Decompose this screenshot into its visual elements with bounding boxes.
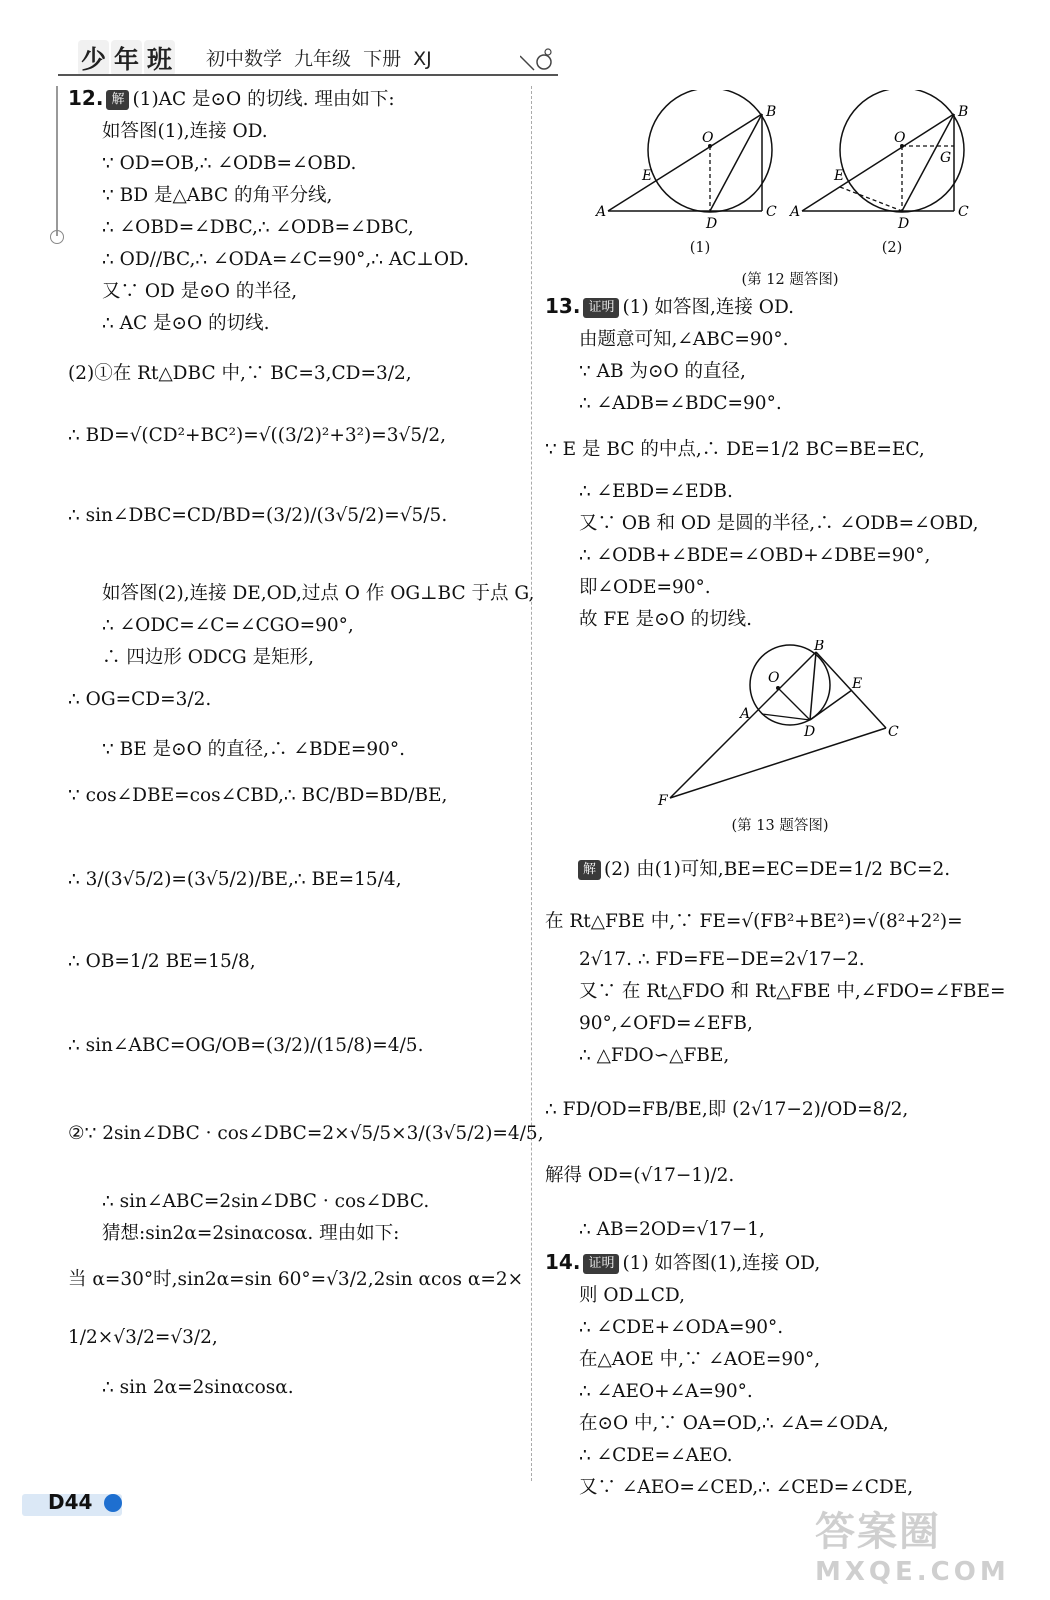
figure-13-diagram bbox=[640, 640, 920, 810]
point-label: O bbox=[768, 670, 780, 686]
formula-line: ∴ sin∠DBC=CD/BD=(3/2)/(3√5/2)=√5/5. bbox=[68, 505, 448, 526]
formula-line: ∴ FD/OD=FB/BE,即 (2√17−2)/OD=8/2, bbox=[545, 1099, 909, 1120]
line-text: (1) 如答图(1),连接 OD, bbox=[622, 1253, 821, 1274]
text-line: 在⊙O 中,∵ OA=OD,∴ ∠A=∠ODA, bbox=[579, 1413, 889, 1434]
header-title: 初中数学 九年级 下册 XJ bbox=[206, 48, 432, 70]
text-line: ∴ OD//BC,∴ ∠ODA=∠C=90°,∴ AC⊥OD. bbox=[102, 249, 470, 270]
point-label: E bbox=[834, 168, 845, 184]
formula-line: ∵ cos∠DBE=cos∠CBD,∴ BC/BD=BD/BE, bbox=[68, 785, 448, 806]
margin-ring-icon bbox=[50, 230, 64, 244]
figure-caption: (第 12 题答图) bbox=[741, 272, 839, 288]
text-line: 由题意可知,∠ABC=90°. bbox=[579, 329, 789, 350]
question-number: 14. bbox=[545, 1250, 581, 1274]
text-line: 故 FE 是⊙O 的切线. bbox=[579, 609, 753, 630]
text-line: 如答图(2),连接 DE,OD,过点 O 作 OG⊥BC 于点 G, bbox=[102, 583, 535, 604]
text-line: ∴ AC 是⊙O 的切线. bbox=[102, 313, 270, 334]
formula-line: ∴ 3/(3√5/2)=(3√5/2)/BE,∴ BE=15/4, bbox=[68, 869, 402, 890]
text-line: 又∵ 在 Rt△FDO 和 Rt△FBE 中,∠FDO=∠FBE= bbox=[579, 981, 1006, 1002]
formula-line: ∴ BD=√(CD²+BC²)=√((3/2)²+3²)=3√5/2, bbox=[68, 425, 446, 446]
text-line: ∴ AB=2OD=√17−1, bbox=[579, 1219, 765, 1240]
formula-line: 1/2×√3/2=√3/2, bbox=[68, 1327, 218, 1348]
column-divider bbox=[531, 86, 532, 1481]
solution-badge: 解 bbox=[578, 860, 601, 880]
watermark-url: MXQE.COM bbox=[815, 1557, 1010, 1587]
text-line bbox=[545, 1246, 1025, 1280]
watermark-text: 答案圈 bbox=[815, 1509, 941, 1555]
page-dot-icon bbox=[104, 1494, 122, 1512]
text-line: 即∠ODE=90°. bbox=[579, 577, 711, 598]
text-line: 又∵ OD 是⊙O 的半径, bbox=[102, 281, 298, 302]
logo-char: 年 bbox=[111, 40, 142, 76]
point-label: D bbox=[804, 724, 816, 740]
point-label: O bbox=[702, 130, 714, 146]
text-line bbox=[545, 850, 1025, 890]
text-line: ∴ ∠AEO+∠A=90°. bbox=[579, 1381, 753, 1402]
logo-char: 少 bbox=[78, 40, 109, 76]
text-line: (2)①在 Rt△DBC 中,∵ BC=3,CD=3/2, bbox=[68, 363, 412, 384]
question-number: 13. bbox=[545, 294, 581, 318]
point-label: D bbox=[898, 216, 910, 232]
point-label: D bbox=[706, 216, 718, 232]
point-label: B bbox=[766, 104, 777, 120]
formula-line: 解得 OD=(√17−1)/2. bbox=[545, 1165, 735, 1186]
point-label: A bbox=[740, 706, 751, 722]
text-line: 又∵ OB 和 OD 是圆的半径,∴ ∠ODB=∠OBD, bbox=[579, 513, 979, 534]
formula-line: ∴ OB=1/2 BE=15/8, bbox=[68, 951, 256, 972]
point-label: F bbox=[658, 793, 668, 809]
series-logo bbox=[78, 38, 175, 78]
point-label: A bbox=[790, 204, 801, 220]
logo-char: 班 bbox=[144, 40, 175, 76]
figure-sub-label: (1) bbox=[689, 240, 711, 256]
text-line: ∵ OD=OB,∴ ∠ODB=∠OBD. bbox=[102, 153, 357, 174]
point-label: E bbox=[852, 676, 863, 692]
margin-line bbox=[56, 86, 58, 236]
page-footer bbox=[22, 1490, 132, 1520]
header-rule bbox=[58, 74, 558, 76]
formula-line: ∴ OG=CD=3/2. bbox=[68, 689, 212, 710]
text-line: ∴ sin 2α=2sinαcosα. bbox=[102, 1377, 294, 1398]
formula-line: 当 α=30°时,sin2α=sin 60°=√3/2,2sin αcos α=2× bbox=[68, 1269, 524, 1290]
text-line: ∴ 四边形 ODCG 是矩形, bbox=[102, 647, 314, 668]
figure-13 bbox=[640, 640, 920, 840]
text-line: 在△AOE 中,∵ ∠AOE=90°, bbox=[579, 1349, 821, 1370]
line-text: (1)AC 是⊙O 的切线. 理由如下: bbox=[132, 89, 395, 110]
line-text: (2) 由(1)可知,BE=EC=DE=1/2 BC=2. bbox=[604, 859, 951, 880]
text-line: 90°,∠OFD=∠EFB, bbox=[579, 1013, 753, 1034]
text-line: ∴ ∠ODC=∠C=∠CGO=90°, bbox=[102, 615, 354, 636]
text-line: ∵ BD 是△ABC 的角平分线, bbox=[102, 185, 333, 206]
point-label: C bbox=[766, 204, 777, 220]
text-line bbox=[545, 290, 1025, 324]
text-line: ∴ sin∠ABC=2sin∠DBC · cos∠DBC. bbox=[102, 1191, 430, 1212]
proof-badge: 证明 bbox=[583, 298, 619, 318]
page-number: D44 bbox=[48, 1490, 93, 1514]
formula-line: ∵ E 是 BC 的中点,∴ DE=1/2 BC=BE=EC, bbox=[545, 439, 925, 460]
figure-caption: (第 13 题答图) bbox=[731, 818, 829, 834]
point-label: B bbox=[958, 104, 969, 120]
point-label: B bbox=[814, 640, 825, 654]
formula-line: ∴ sin∠ABC=OG/OB=(3/2)/(15/8)=4/5. bbox=[68, 1035, 424, 1056]
right-column bbox=[545, 290, 1025, 636]
text-line: ∵ AB 为⊙O 的直径, bbox=[579, 361, 746, 382]
text-line: ∴ ∠CDE+∠ODA=90°. bbox=[579, 1317, 784, 1338]
point-label: E bbox=[642, 168, 653, 184]
point-label: A bbox=[596, 204, 607, 220]
formula-line: 在 Rt△FBE 中,∵ FE=√(FB²+BE²)=√(8²+2²)= bbox=[545, 911, 963, 932]
line-text: (1) 如答图,连接 OD. bbox=[622, 297, 795, 318]
text-line: ∴ △FDO∽△FBE, bbox=[579, 1045, 730, 1066]
text-line: ∴ ∠EBD=∠EDB. bbox=[579, 481, 733, 502]
text-line: 又∵ ∠AEO=∠CED,∴ ∠CED=∠CDE, bbox=[579, 1477, 914, 1498]
left-column bbox=[68, 82, 544, 1404]
text-line: ∵ BE 是⊙O 的直径,∴ ∠BDE=90°. bbox=[102, 739, 406, 760]
solution-badge: 解 bbox=[106, 90, 129, 110]
point-label: C bbox=[888, 724, 899, 740]
page-header bbox=[58, 38, 558, 78]
text-line: 则 OD⊥CD, bbox=[579, 1285, 685, 1306]
text-line: 如答图(1),连接 OD. bbox=[102, 121, 268, 142]
text-line: 2√17. ∴ FD=FE−DE=2√17−2. bbox=[579, 949, 865, 970]
proof-badge: 证明 bbox=[583, 1254, 619, 1274]
figure-12-diagram bbox=[590, 90, 990, 255]
point-label: C bbox=[958, 204, 969, 220]
text-line: ∴ ∠OBD=∠DBC,∴ ∠ODB=∠DBC, bbox=[102, 217, 414, 238]
text-line bbox=[68, 82, 523, 116]
header-decoration-icon bbox=[520, 44, 556, 72]
point-label: O bbox=[894, 130, 906, 146]
text-line: ∴ ∠ADB=∠BDC=90°. bbox=[579, 393, 782, 414]
text-line: ∴ ∠CDE=∠AEO. bbox=[579, 1445, 733, 1466]
text-line: ∴ ∠ODB+∠BDE=∠OBD+∠DBE=90°, bbox=[579, 545, 931, 566]
question-number: 12. bbox=[68, 86, 104, 110]
figure-12 bbox=[590, 90, 990, 290]
text-line: 猜想:sin2α=2sinαcosα. 理由如下: bbox=[102, 1223, 400, 1244]
watermark bbox=[815, 1500, 1025, 1590]
right-column-continued bbox=[545, 850, 1025, 1504]
point-label: G bbox=[940, 150, 952, 166]
formula-line: ②∵ 2sin∠DBC · cos∠DBC=2×√5/5×3/(3√5/2)=4/5, bbox=[68, 1123, 544, 1144]
figure-sub-label: (2) bbox=[881, 240, 903, 256]
